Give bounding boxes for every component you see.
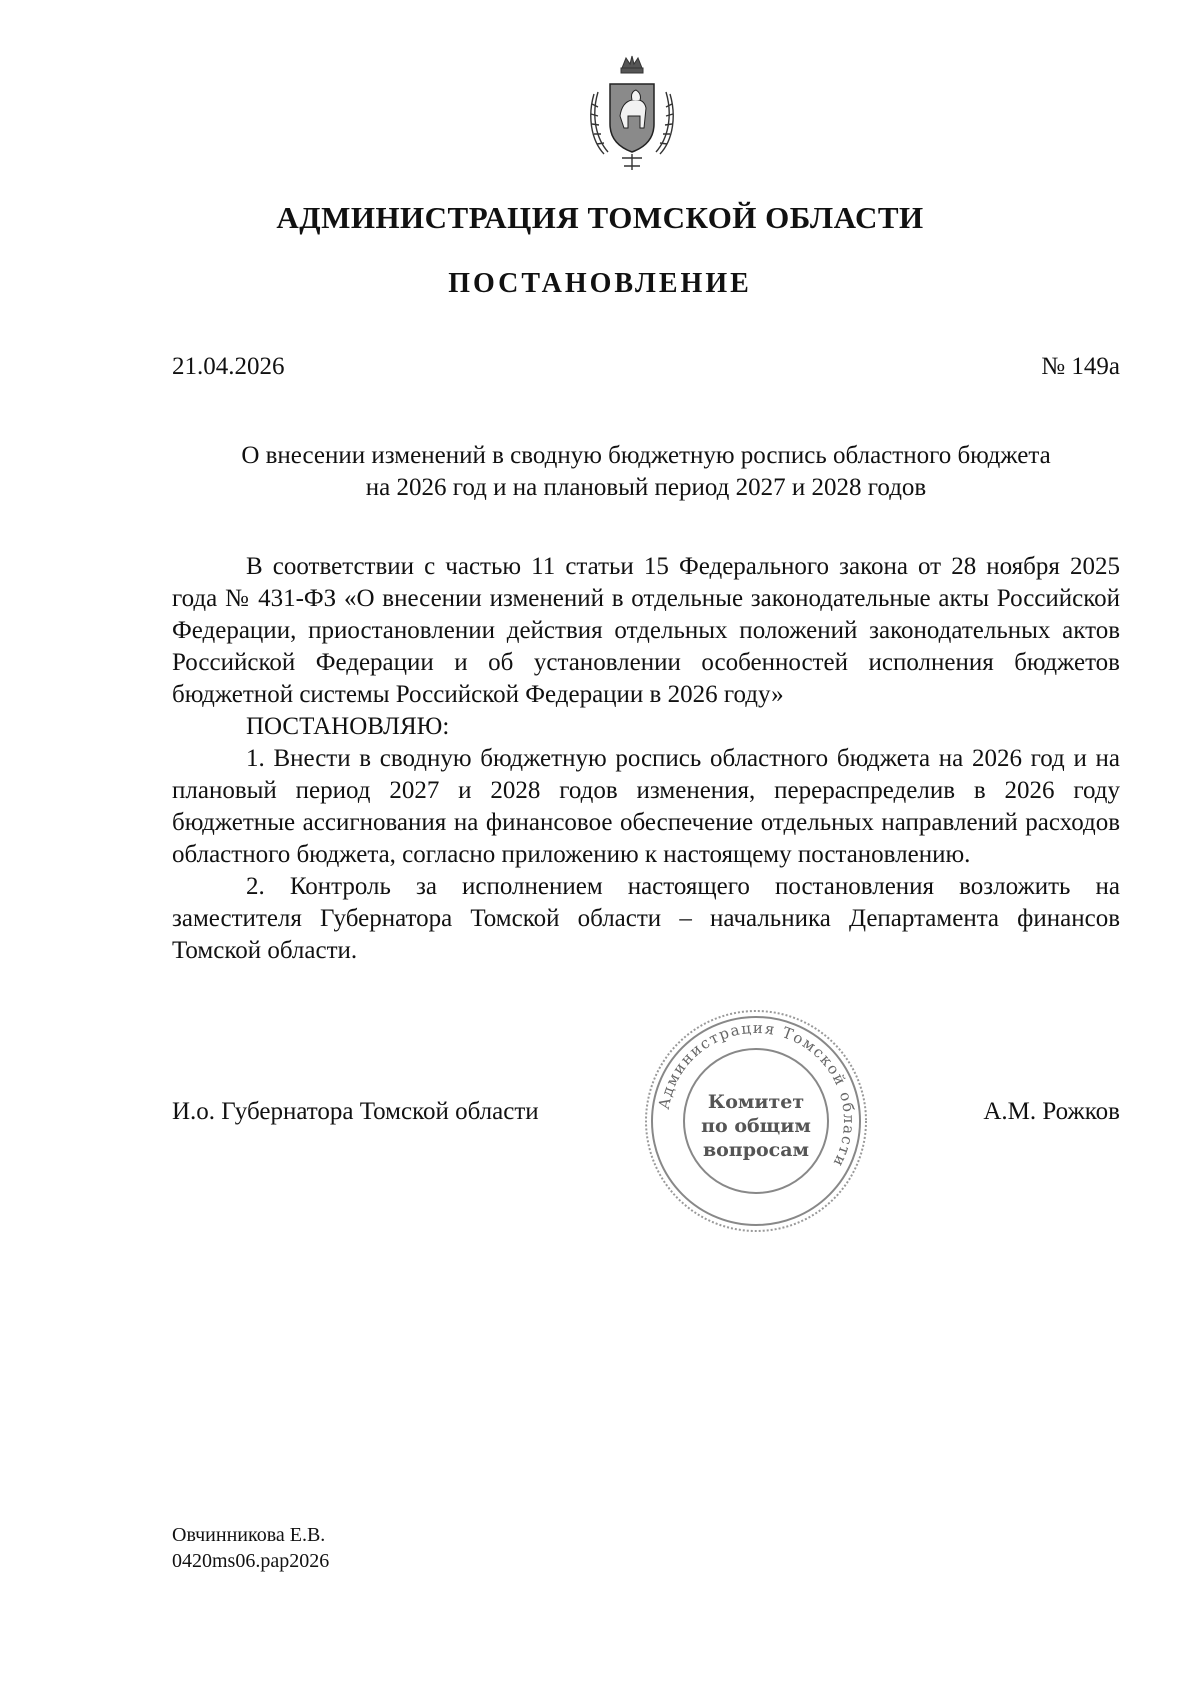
signatory-role: И.о. Губернатора Томской области: [172, 1098, 539, 1125]
coat-of-arms-icon: [584, 54, 680, 174]
stamp-ring-text: Администрация Томской области: [654, 1018, 859, 1171]
file-reference: 0420ms06.pap2026: [172, 1550, 330, 1572]
executor-name: Овчинникова Е.В.: [172, 1524, 326, 1546]
document-body: [172, 551, 1120, 967]
stamp-line-2: по общим: [701, 1115, 811, 1137]
decree-heading: ПОСТАНОВЛЯЮ:: [246, 713, 450, 740]
stamp-line-3: вопросам: [702, 1139, 810, 1161]
document-type: ПОСТАНОВЛЕНИЕ: [448, 268, 752, 299]
executor-block: [172, 1522, 329, 1574]
document-number: № 149а: [1041, 353, 1120, 380]
subject-line-2: на 2026 год и на плановый период 2027 и 2028 годов: [365, 474, 927, 501]
stamp-line-1: Комитет: [707, 1091, 805, 1113]
subject-line-1: О внесении изменений в сводную бюджетную роспись областного бюджета: [241, 442, 1051, 469]
official-stamp: [643, 1008, 869, 1234]
signatory-name: А.М. Рожков: [983, 1098, 1120, 1125]
item-1-paragraph: 1. Внести в сводную бюджетную роспись областного бюджета на 2026 год и на плановый период 2027 и 2028 годов изменения, перераспределив в 2026 году бюджетные ассигнования на финансовое обеспечение отдельных направлений расходов областного бюджета, согласно приложению к настоящему постановлению.: [172, 745, 1120, 868]
item-2-paragraph: 2. Контроль за исполнением настоящего постановления возложить на заместителя Губернатора Томской области – начальника Департамента финансов Томской области.: [172, 873, 1120, 964]
preamble-paragraph: В соответствии с частью 11 статьи 15 Федерального закона от 28 ноября 2025 года № 431-ФЗ «О внесении изменений в отдельные законодательные акты Российской Федерации, приостановлении действия отдельных положений законодательных актов Российской Федерации и об установлении особенностей исполнения бюджетов бюджетной системы Российской Федерации в 2026 году»: [172, 553, 1120, 708]
document-date: 21.04.2026: [172, 353, 285, 380]
organization-title: АДМИНИСТРАЦИЯ ТОМСКОЙ ОБЛАСТИ: [276, 200, 924, 235]
document-subject: [172, 440, 1120, 504]
